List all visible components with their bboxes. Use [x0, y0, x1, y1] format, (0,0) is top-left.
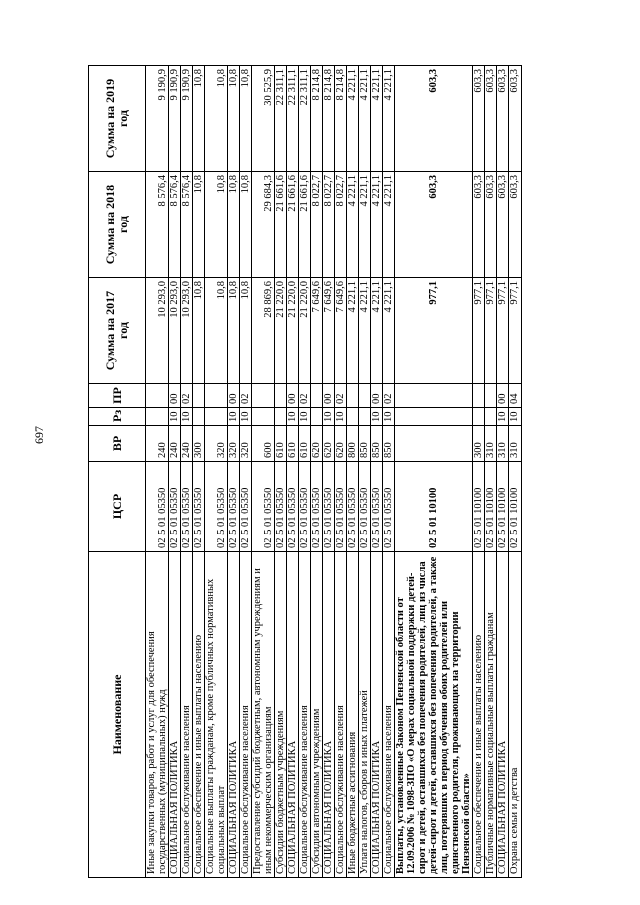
cell-vr: 610	[287, 426, 299, 462]
cell-name: Предоставление субсидий бюджетным, автономным учреждениям и иным некоммерческим организациям	[252, 552, 275, 878]
cell-csr: 02 5 01 05350	[287, 462, 299, 552]
cell-csr: 02 5 01 05350	[169, 462, 181, 552]
header-rz: Рз	[89, 408, 146, 426]
cell-pr	[275, 384, 287, 408]
cell-rz	[252, 408, 275, 426]
cell-2018: 603,3	[497, 172, 509, 278]
cell-pr: 00	[323, 384, 335, 408]
cell-2019: 8 214,8	[311, 66, 323, 172]
cell-2018: 8 576,4	[169, 172, 181, 278]
cell-vr: 310	[485, 426, 497, 462]
cell-vr: 320	[205, 426, 228, 462]
cell-pr	[485, 384, 497, 408]
table-header-row	[89, 66, 146, 878]
cell-rz	[473, 408, 485, 426]
budget-table	[88, 65, 522, 878]
cell-pr: 02	[383, 384, 395, 408]
cell-vr: 320	[240, 426, 252, 462]
cell-2019: 8 214,8	[335, 66, 347, 172]
header-pr: ПР	[89, 384, 146, 408]
header-2018: Сумма на 2018 год	[89, 172, 146, 278]
cell-name: Иные бюджетные ассигнования	[347, 552, 359, 878]
cell-csr: 02 5 01 10100	[509, 462, 521, 552]
cell-name: СОЦИАЛЬНАЯ ПОЛИТИКА	[169, 552, 181, 878]
cell-name: СОЦИАЛЬНАЯ ПОЛИТИКА	[497, 552, 509, 878]
cell-2019: 9 190,9	[169, 66, 181, 172]
table-row	[383, 66, 395, 878]
cell-vr: 850	[359, 426, 371, 462]
header-vr: ВР	[89, 426, 146, 462]
cell-pr	[146, 384, 169, 408]
cell-rz	[347, 408, 359, 426]
cell-2017: 21 220,0	[287, 278, 299, 384]
table-row	[240, 66, 252, 878]
cell-2017: 4 221,1	[371, 278, 383, 384]
cell-2017: 7 649,6	[311, 278, 323, 384]
cell-2018: 603,3	[509, 172, 521, 278]
cell-2017: 10 293,0	[181, 278, 193, 384]
cell-2019: 603,3	[497, 66, 509, 172]
cell-2019: 4 221,1	[383, 66, 395, 172]
cell-2017: 977,1	[485, 278, 497, 384]
cell-2018: 4 221,1	[383, 172, 395, 278]
cell-pr: 02	[240, 384, 252, 408]
cell-2018: 21 661,6	[299, 172, 311, 278]
cell-csr: 02 5 01 05350	[359, 462, 371, 552]
header-2017: Сумма на 2017 год	[89, 278, 146, 384]
cell-csr: 02 5 01 05350	[205, 462, 228, 552]
cell-2019: 4 221,1	[359, 66, 371, 172]
cell-pr	[311, 384, 323, 408]
cell-pr: 00	[497, 384, 509, 408]
cell-csr: 02 5 01 05350	[311, 462, 323, 552]
cell-vr: 620	[323, 426, 335, 462]
cell-pr: 02	[335, 384, 347, 408]
cell-2019: 603,3	[509, 66, 521, 172]
cell-rz: 10	[169, 408, 181, 426]
cell-2017: 10,8	[240, 278, 252, 384]
cell-vr: 850	[383, 426, 395, 462]
cell-2018: 10,8	[205, 172, 228, 278]
cell-name: Социальное обслуживание населения	[383, 552, 395, 878]
cell-2019: 9 190,9	[146, 66, 169, 172]
table-row	[181, 66, 193, 878]
cell-vr: 240	[169, 426, 181, 462]
cell-2018: 8 022,7	[323, 172, 335, 278]
cell-2019: 22 311,1	[299, 66, 311, 172]
cell-rz	[395, 408, 473, 426]
cell-vr: 240	[146, 426, 169, 462]
cell-pr	[252, 384, 275, 408]
cell-name: Иные закупки товаров, работ и услуг для обеспечения государственных (муниципальных) нужд	[146, 552, 169, 878]
cell-csr: 02 5 01 05350	[193, 462, 205, 552]
cell-vr: 240	[181, 426, 193, 462]
cell-pr: 04	[509, 384, 521, 408]
table-row	[275, 66, 287, 878]
cell-2017: 977,1	[473, 278, 485, 384]
table-row	[252, 66, 275, 878]
cell-pr: 00	[287, 384, 299, 408]
table-row	[311, 66, 323, 878]
cell-rz	[311, 408, 323, 426]
cell-pr: 00	[371, 384, 383, 408]
cell-csr: 02 5 01 05350	[252, 462, 275, 552]
cell-name: Охрана семьи и детства	[509, 552, 521, 878]
cell-2018: 8 022,7	[311, 172, 323, 278]
cell-2019: 10,8	[205, 66, 228, 172]
cell-2017: 28 869,6	[252, 278, 275, 384]
cell-2017: 4 221,1	[347, 278, 359, 384]
table-row	[146, 66, 169, 878]
cell-vr: 620	[335, 426, 347, 462]
cell-csr: 02 5 01 05350	[299, 462, 311, 552]
table-row	[395, 66, 473, 878]
cell-2018: 603,3	[473, 172, 485, 278]
cell-pr	[473, 384, 485, 408]
cell-rz	[359, 408, 371, 426]
cell-csr: 02 5 01 05350	[323, 462, 335, 552]
cell-2019: 10,8	[240, 66, 252, 172]
cell-2018: 8 576,4	[181, 172, 193, 278]
cell-rz: 10	[181, 408, 193, 426]
cell-rz: 10	[371, 408, 383, 426]
cell-2019: 603,3	[395, 66, 473, 172]
cell-name: Социальное обслуживание населения	[181, 552, 193, 878]
cell-2019: 30 525,9	[252, 66, 275, 172]
cell-2019: 4 221,1	[371, 66, 383, 172]
cell-2018: 21 661,6	[275, 172, 287, 278]
cell-2017: 10,8	[228, 278, 240, 384]
cell-csr: 02 5 01 10100	[473, 462, 485, 552]
cell-csr: 02 5 01 05350	[371, 462, 383, 552]
cell-csr: 02 5 01 10100	[485, 462, 497, 552]
cell-pr	[359, 384, 371, 408]
cell-vr: 620	[311, 426, 323, 462]
cell-vr: 850	[371, 426, 383, 462]
table-row	[299, 66, 311, 878]
cell-rz	[275, 408, 287, 426]
cell-2017: 977,1	[497, 278, 509, 384]
cell-csr: 02 5 01 05350	[228, 462, 240, 552]
cell-2018: 21 661,6	[287, 172, 299, 278]
cell-pr	[193, 384, 205, 408]
cell-2019: 22 311,1	[275, 66, 287, 172]
cell-rz: 10	[287, 408, 299, 426]
cell-2018: 10,8	[240, 172, 252, 278]
cell-vr: 300	[473, 426, 485, 462]
cell-rz: 10	[240, 408, 252, 426]
cell-name: СОЦИАЛЬНАЯ ПОЛИТИКА	[323, 552, 335, 878]
rotated-page	[88, 66, 588, 878]
cell-rz: 10	[228, 408, 240, 426]
cell-pr: 02	[299, 384, 311, 408]
cell-2017: 4 221,1	[383, 278, 395, 384]
table-row	[485, 66, 497, 878]
cell-csr: 02 5 01 05350	[383, 462, 395, 552]
cell-name: СОЦИАЛЬНАЯ ПОЛИТИКА	[228, 552, 240, 878]
cell-pr: 02	[181, 384, 193, 408]
header-name: Наименование	[89, 552, 146, 878]
cell-vr: 320	[228, 426, 240, 462]
cell-pr: 00	[169, 384, 181, 408]
cell-name: Социальное обеспечение и иные выплаты населению	[193, 552, 205, 878]
cell-rz: 10	[335, 408, 347, 426]
cell-2017: 977,1	[395, 278, 473, 384]
cell-2018: 8 022,7	[335, 172, 347, 278]
cell-csr: 02 5 01 05350	[181, 462, 193, 552]
cell-2019: 603,3	[473, 66, 485, 172]
cell-vr: 800	[347, 426, 359, 462]
cell-csr: 02 5 01 10100	[395, 462, 473, 552]
cell-vr	[395, 426, 473, 462]
page-number: 697	[32, 426, 46, 444]
table-row	[473, 66, 485, 878]
cell-rz: 10	[323, 408, 335, 426]
cell-2019: 8 214,8	[323, 66, 335, 172]
cell-csr: 02 5 01 10100	[497, 462, 509, 552]
cell-csr: 02 5 01 05350	[240, 462, 252, 552]
table-row	[323, 66, 335, 878]
cell-2018: 603,3	[395, 172, 473, 278]
cell-name: Субсидии бюджетным учреждениям	[275, 552, 287, 878]
cell-name: Социальное обеспечение и иные выплаты населению	[473, 552, 485, 878]
cell-2019: 10,8	[228, 66, 240, 172]
cell-name: Социальное обслуживание населения	[299, 552, 311, 878]
cell-2018: 29 684,3	[252, 172, 275, 278]
table-row	[359, 66, 371, 878]
cell-name: Социальное обслуживание населения	[335, 552, 347, 878]
table-row	[287, 66, 299, 878]
cell-name: Социальные выплаты гражданам, кроме публичных нормативных социальных выплат	[205, 552, 228, 878]
table-row	[228, 66, 240, 878]
cell-pr	[347, 384, 359, 408]
cell-name: СОЦИАЛЬНАЯ ПОЛИТИКА	[287, 552, 299, 878]
cell-2017: 4 221,1	[359, 278, 371, 384]
cell-vr: 610	[299, 426, 311, 462]
cell-vr: 300	[193, 426, 205, 462]
cell-rz: 10	[383, 408, 395, 426]
cell-name: Уплата налогов, сборов и иных платежей	[359, 552, 371, 878]
cell-2017: 10 293,0	[169, 278, 181, 384]
cell-pr	[395, 384, 473, 408]
cell-2017: 21 220,0	[275, 278, 287, 384]
cell-2018: 10,8	[228, 172, 240, 278]
cell-vr: 310	[497, 426, 509, 462]
cell-2018: 4 221,1	[371, 172, 383, 278]
cell-name: СОЦИАЛЬНАЯ ПОЛИТИКА	[371, 552, 383, 878]
cell-name: Субсидии автономным учреждениям	[311, 552, 323, 878]
cell-2018: 4 221,1	[359, 172, 371, 278]
cell-csr: 02 5 01 05350	[146, 462, 169, 552]
cell-2019: 22 311,1	[287, 66, 299, 172]
cell-rz	[485, 408, 497, 426]
cell-2018: 10,8	[193, 172, 205, 278]
cell-2019: 603,3	[485, 66, 497, 172]
table-row	[169, 66, 181, 878]
cell-pr: 00	[228, 384, 240, 408]
cell-2018: 8 576,4	[146, 172, 169, 278]
table-row	[371, 66, 383, 878]
table-row	[335, 66, 347, 878]
cell-2019: 9 190,9	[181, 66, 193, 172]
cell-rz	[193, 408, 205, 426]
cell-rz: 10	[497, 408, 509, 426]
header-2019: Сумма на 2019 год	[89, 66, 146, 172]
cell-rz: 10	[299, 408, 311, 426]
table-row	[193, 66, 205, 878]
cell-pr	[205, 384, 228, 408]
cell-csr: 02 5 01 05350	[335, 462, 347, 552]
table-row	[205, 66, 228, 878]
cell-name: Социальное обслуживание населения	[240, 552, 252, 878]
cell-2017: 21 220,0	[299, 278, 311, 384]
cell-csr: 02 5 01 05350	[275, 462, 287, 552]
cell-2017: 10 293,0	[146, 278, 169, 384]
table-row	[347, 66, 359, 878]
cell-name: Выплаты, установленные Законом Пензенской области от 12.09.2006 № 1098-ЗПО «О мерах социальной поддержки детей-сирот и детей, оставшихся без попечения родителей, лиц из числа детей-сирот и детей, оставшихся без попечения родителей, а также лиц, потерявших в период обучения обоих родителей или единственного родителя, проживающих на территории Пензенской области»	[395, 552, 473, 878]
table-row	[497, 66, 509, 878]
table-body	[146, 66, 522, 878]
cell-2017: 7 649,6	[323, 278, 335, 384]
cell-2017: 10,8	[193, 278, 205, 384]
cell-2019: 10,8	[193, 66, 205, 172]
cell-rz	[146, 408, 169, 426]
cell-vr: 600	[252, 426, 275, 462]
cell-2018: 603,3	[485, 172, 497, 278]
table-row	[509, 66, 521, 878]
cell-name: Публичные нормативные социальные выплаты гражданам	[485, 552, 497, 878]
cell-2017: 7 649,6	[335, 278, 347, 384]
cell-csr: 02 5 01 05350	[347, 462, 359, 552]
cell-rz	[205, 408, 228, 426]
cell-vr: 610	[275, 426, 287, 462]
cell-vr: 310	[509, 426, 521, 462]
cell-rz: 10	[509, 408, 521, 426]
cell-2017: 977,1	[509, 278, 521, 384]
cell-2019: 4 221,1	[347, 66, 359, 172]
cell-2018: 4 221,1	[347, 172, 359, 278]
cell-2017: 10,8	[205, 278, 228, 384]
header-csr: ЦСР	[89, 462, 146, 552]
